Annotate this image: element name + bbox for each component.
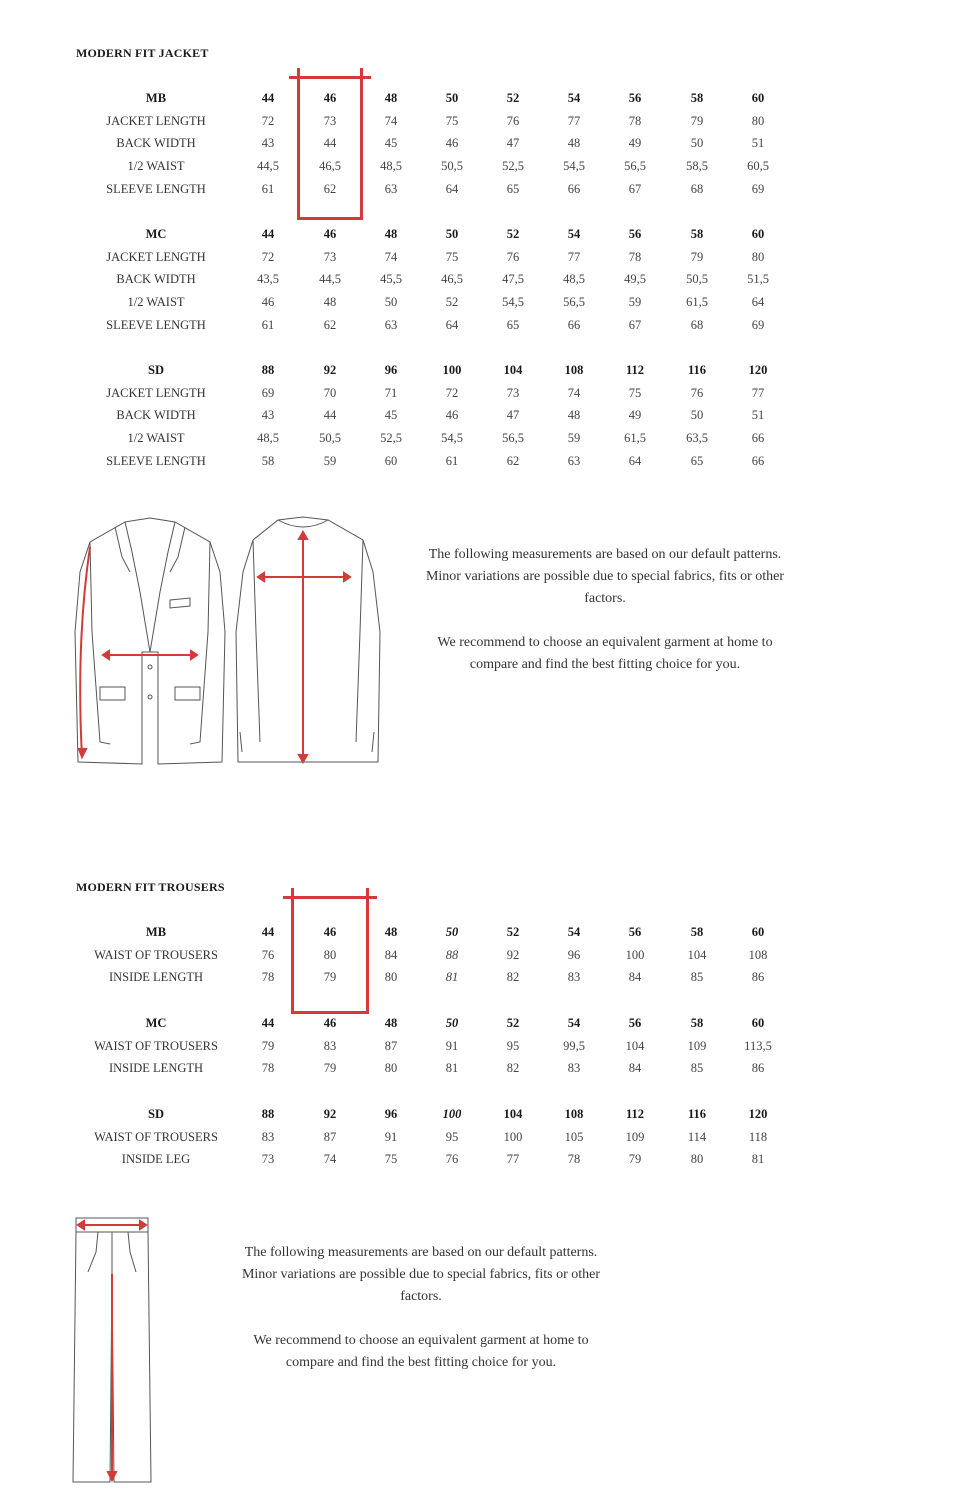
measurement-cell: 47 — [506, 408, 520, 423]
measurement-cell: 118 — [748, 1129, 768, 1144]
measurement-cell: 71 — [384, 385, 398, 400]
measurement-cell: 81 — [445, 1061, 459, 1076]
measurement-cell: 79 — [323, 1061, 337, 1076]
table-row — [0, 454, 960, 474]
jacket-highlight-tick — [297, 68, 300, 82]
measurement-cell: 78 — [628, 113, 642, 128]
size-header-cell: 54 — [567, 1016, 581, 1030]
fit-label: SD — [148, 363, 164, 377]
measurement-cell: 50 — [690, 408, 704, 423]
fit-label: MC — [145, 1016, 167, 1030]
measurement-cell: 51 — [751, 408, 765, 423]
trousers-size-highlight — [291, 896, 369, 1014]
measurement-cell: 63,5 — [686, 431, 708, 446]
measurement-cell: 48,5 — [257, 431, 279, 446]
measurement-cell: 77 — [567, 113, 581, 128]
size-header-cell: 54 — [567, 91, 581, 105]
table-row — [0, 1061, 960, 1081]
measurement-cell: 45 — [384, 408, 398, 423]
measurement-cell: 54,5 — [441, 431, 463, 446]
trousers-note-paragraph-1: The following measurements are based on our default patterns. Minor variations are possible due to special fabrics, fits or other factors. — [241, 1245, 601, 1304]
measurement-cell: 61,5 — [686, 295, 708, 310]
measurement-label: JACKET LENGTH — [106, 385, 206, 400]
fit-label: MB — [145, 91, 167, 105]
fit-label: MB — [145, 925, 167, 939]
measurement-cell: 78 — [261, 1061, 275, 1076]
measurement-cell: 68 — [690, 317, 704, 332]
measurement-cell: 73 — [323, 249, 337, 264]
measurement-cell: 61,5 — [624, 431, 646, 446]
jacket-size-highlight — [297, 76, 363, 220]
size-header-cell: 56 — [628, 1016, 642, 1030]
trousers-section-title: MODERN FIT TROUSERS — [76, 880, 225, 894]
measurement-cell: 48 — [323, 295, 337, 310]
measurement-cell: 48 — [567, 136, 581, 151]
measurement-label: SLEEVE LENGTH — [106, 453, 206, 468]
measurement-cell: 73 — [323, 113, 337, 128]
measurement-cell: 75 — [445, 113, 459, 128]
measurement-cell: 80 — [384, 970, 398, 985]
measurement-cell: 68 — [690, 181, 704, 196]
size-header-cell: 46 — [323, 1016, 337, 1030]
measurement-cell: 52,5 — [502, 159, 524, 174]
measurement-cell: 74 — [323, 1152, 337, 1167]
measurement-cell: 74 — [567, 385, 581, 400]
measurement-cell: 44,5 — [319, 272, 341, 287]
measurement-cell: 76 — [506, 113, 520, 128]
size-header-cell: 58 — [690, 925, 704, 939]
measurement-cell: 48 — [567, 408, 581, 423]
size-header-cell: 46 — [323, 227, 337, 241]
measurement-cell: 58,5 — [686, 159, 708, 174]
size-header-cell: 120 — [748, 363, 768, 377]
measurement-cell: 86 — [751, 970, 765, 985]
size-header-cell: 48 — [384, 91, 398, 105]
measurement-cell: 50,5 — [441, 159, 463, 174]
size-header-cell: 108 — [564, 363, 584, 377]
size-header-cell: 96 — [384, 363, 398, 377]
measurement-cell: 61 — [261, 317, 275, 332]
measurement-cell: 64 — [445, 317, 459, 332]
trousers-drawing — [68, 1212, 158, 1492]
measurement-cell: 69 — [261, 385, 275, 400]
measurement-cell: 81 — [751, 1152, 765, 1167]
size-header-cell: 88 — [261, 1107, 275, 1121]
measurement-label: INSIDE LENGTH — [108, 970, 204, 985]
measurement-cell: 87 — [323, 1129, 337, 1144]
measurement-cell: 86 — [751, 1061, 765, 1076]
measurement-cell: 45,5 — [380, 272, 402, 287]
measurement-cell: 45 — [384, 136, 398, 151]
measurement-cell: 62 — [506, 453, 520, 468]
table-row — [0, 182, 960, 202]
measurement-cell: 56,5 — [563, 295, 585, 310]
size-header-cell: 44 — [261, 925, 275, 939]
jacket-back-drawing — [228, 512, 388, 772]
size-header-cell: 56 — [628, 925, 642, 939]
measurement-label: SLEEVE LENGTH — [106, 181, 206, 196]
measurement-cell: 56,5 — [502, 431, 524, 446]
measurement-cell: 49,5 — [624, 272, 646, 287]
measurement-cell: 52,5 — [380, 431, 402, 446]
measurement-cell: 64 — [751, 295, 765, 310]
measurement-cell: 80 — [384, 1061, 398, 1076]
measurement-label: 1/2 WAIST — [127, 431, 185, 446]
measurement-cell: 63 — [384, 181, 398, 196]
measurement-cell: 96 — [567, 947, 581, 962]
jacket-front-drawing — [70, 512, 230, 772]
table-row — [0, 318, 960, 338]
size-header-cell: 96 — [384, 1107, 398, 1121]
measurement-cell: 72 — [261, 249, 275, 264]
measurement-label: 1/2 WAIST — [127, 295, 185, 310]
size-header-cell: 48 — [384, 925, 398, 939]
table-row — [0, 386, 960, 406]
size-header-row — [0, 925, 960, 945]
table-row — [0, 1152, 960, 1172]
measurement-cell: 51,5 — [747, 272, 769, 287]
measurement-cell: 95 — [445, 1129, 459, 1144]
measurement-cell: 69 — [751, 181, 765, 196]
size-header-cell: 52 — [506, 925, 520, 939]
trousers-highlight-tick — [291, 888, 294, 902]
measurement-cell: 70 — [323, 385, 337, 400]
measurement-label: JACKET LENGTH — [106, 249, 206, 264]
measurement-cell: 69 — [751, 317, 765, 332]
size-header-cell: 50 — [445, 227, 459, 241]
measurement-cell: 48,5 — [380, 159, 402, 174]
measurement-cell: 83 — [323, 1038, 337, 1053]
measurement-cell: 78 — [261, 970, 275, 985]
measurement-label: WAIST OF TROUSERS — [94, 947, 218, 962]
measurement-cell: 46 — [261, 295, 275, 310]
measurement-cell: 85 — [690, 1061, 704, 1076]
measurement-cell: 77 — [751, 385, 765, 400]
size-header-cell: 58 — [690, 227, 704, 241]
measurement-cell: 84 — [628, 1061, 642, 1076]
measurement-cell: 109 — [687, 1038, 707, 1053]
measurement-label: BACK WIDTH — [116, 136, 196, 151]
measurement-label: INSIDE LENGTH — [108, 1061, 204, 1076]
size-header-cell: 116 — [687, 363, 707, 377]
measurement-cell: 75 — [445, 249, 459, 264]
measurement-cell: 50 — [690, 136, 704, 151]
measurement-cell: 99,5 — [563, 1038, 585, 1053]
size-header-row — [0, 1107, 960, 1127]
measurement-cell: 50 — [384, 295, 398, 310]
jacket-note-paragraph-2: We recommend to choose an equivalent garment at home to compare and find the best fitting choice for you. — [437, 635, 773, 672]
measurement-cell: 50,5 — [319, 431, 341, 446]
size-header-cell: 48 — [384, 227, 398, 241]
size-header-cell: 60 — [751, 925, 765, 939]
size-header-cell: 60 — [751, 227, 765, 241]
table-row — [0, 408, 960, 428]
measurement-label: WAIST OF TROUSERS — [94, 1038, 218, 1053]
measurement-cell: 49 — [628, 136, 642, 151]
table-row — [0, 431, 960, 451]
measurement-cell: 54,5 — [502, 295, 524, 310]
size-header-cell: 92 — [323, 363, 337, 377]
measurement-cell: 60,5 — [747, 159, 769, 174]
measurement-cell: 78 — [628, 249, 642, 264]
measurement-cell: 50,5 — [686, 272, 708, 287]
measurement-cell: 58 — [261, 453, 275, 468]
size-header-cell: 58 — [690, 1016, 704, 1030]
measurement-cell: 87 — [384, 1038, 398, 1053]
table-row — [0, 136, 960, 156]
measurement-cell: 78 — [567, 1152, 581, 1167]
measurement-cell: 46 — [445, 408, 459, 423]
measurement-cell: 66 — [751, 431, 765, 446]
table-row — [0, 1130, 960, 1150]
measurement-cell: 114 — [687, 1129, 707, 1144]
size-header-cell: 44 — [261, 1016, 275, 1030]
measurement-cell: 76 — [506, 249, 520, 264]
table-row — [0, 250, 960, 270]
size-header-cell: 56 — [628, 91, 642, 105]
size-header-cell: 52 — [506, 91, 520, 105]
measurement-cell: 74 — [384, 249, 398, 264]
measurement-cell: 63 — [567, 453, 581, 468]
measurement-cell: 88 — [445, 947, 459, 962]
measurement-cell: 44 — [323, 408, 337, 423]
size-header-cell: 60 — [751, 1016, 765, 1030]
measurement-cell: 79 — [690, 113, 704, 128]
measurement-cell: 83 — [567, 1061, 581, 1076]
size-header-cell: 104 — [503, 1107, 523, 1121]
trousers-measurement-note — [236, 1242, 606, 1396]
jacket-measurement-note — [420, 544, 790, 698]
size-header-cell: 54 — [567, 227, 581, 241]
measurement-cell: 67 — [628, 181, 642, 196]
measurement-cell: 59 — [323, 453, 337, 468]
measurement-cell: 43,5 — [257, 272, 279, 287]
measurement-cell: 84 — [628, 970, 642, 985]
measurement-cell: 95 — [506, 1038, 520, 1053]
measurement-cell: 79 — [323, 970, 337, 985]
measurement-cell: 74 — [384, 113, 398, 128]
measurement-cell: 59 — [628, 295, 642, 310]
measurement-cell: 100 — [625, 947, 645, 962]
measurement-cell: 49 — [628, 408, 642, 423]
measurement-cell: 77 — [567, 249, 581, 264]
size-header-cell: 52 — [506, 1016, 520, 1030]
table-row — [0, 948, 960, 968]
measurement-cell: 100 — [503, 1129, 523, 1144]
measurement-cell: 75 — [628, 385, 642, 400]
measurement-cell: 62 — [323, 317, 337, 332]
size-header-cell: 50 — [445, 91, 459, 105]
measurement-cell: 72 — [261, 113, 275, 128]
size-header-cell: 100 — [442, 363, 462, 377]
measurement-cell: 62 — [323, 181, 337, 196]
measurement-cell: 63 — [384, 317, 398, 332]
measurement-cell: 47,5 — [502, 272, 524, 287]
measurement-cell: 83 — [261, 1129, 275, 1144]
measurement-cell: 80 — [751, 113, 765, 128]
measurement-cell: 104 — [625, 1038, 645, 1053]
measurement-cell: 54,5 — [563, 159, 585, 174]
measurement-cell: 60 — [384, 453, 398, 468]
measurement-cell: 46 — [445, 136, 459, 151]
table-row — [0, 114, 960, 134]
jacket-section-title: MODERN FIT JACKET — [76, 46, 209, 60]
measurement-cell: 47 — [506, 136, 520, 151]
measurement-cell: 44,5 — [257, 159, 279, 174]
measurement-cell: 46,5 — [319, 159, 341, 174]
measurement-cell: 109 — [625, 1129, 645, 1144]
size-header-cell: 104 — [503, 363, 523, 377]
size-header-cell: 48 — [384, 1016, 398, 1030]
measurement-cell: 91 — [445, 1038, 459, 1053]
size-header-cell: 100 — [442, 1107, 462, 1121]
size-header-cell: 54 — [567, 925, 581, 939]
measurement-cell: 105 — [564, 1129, 584, 1144]
fit-label: MC — [145, 227, 167, 241]
size-header-row — [0, 91, 960, 111]
size-header-cell: 60 — [751, 91, 765, 105]
measurement-cell: 67 — [628, 317, 642, 332]
size-header-cell: 44 — [261, 91, 275, 105]
measurement-cell: 46,5 — [441, 272, 463, 287]
size-header-cell: 112 — [625, 363, 645, 377]
measurement-cell: 66 — [751, 453, 765, 468]
size-header-row — [0, 227, 960, 247]
measurement-label: INSIDE LEG — [121, 1152, 191, 1167]
measurement-cell: 48,5 — [563, 272, 585, 287]
measurement-cell: 64 — [628, 453, 642, 468]
measurement-label: WAIST OF TROUSERS — [94, 1129, 218, 1144]
measurement-cell: 44 — [323, 136, 337, 151]
measurement-cell: 85 — [690, 970, 704, 985]
measurement-cell: 82 — [506, 1061, 520, 1076]
size-header-cell: 56 — [628, 227, 642, 241]
table-row — [0, 1039, 960, 1059]
measurement-cell: 52 — [445, 295, 459, 310]
measurement-cell: 61 — [445, 453, 459, 468]
measurement-cell: 65 — [506, 317, 520, 332]
measurement-cell: 75 — [384, 1152, 398, 1167]
measurement-label: 1/2 WAIST — [127, 159, 185, 174]
measurement-cell: 108 — [748, 947, 768, 962]
measurement-cell: 84 — [384, 947, 398, 962]
measurement-cell: 91 — [384, 1129, 398, 1144]
measurement-cell: 82 — [506, 970, 520, 985]
measurement-cell: 92 — [506, 947, 520, 962]
measurement-cell: 65 — [690, 453, 704, 468]
measurement-cell: 104 — [687, 947, 707, 962]
table-row — [0, 295, 960, 315]
size-header-cell: 50 — [445, 925, 459, 939]
measurement-cell: 77 — [506, 1152, 520, 1167]
measurement-cell: 51 — [751, 136, 765, 151]
measurement-cell: 64 — [445, 181, 459, 196]
measurement-label: BACK WIDTH — [116, 408, 196, 423]
jacket-highlight-tick — [289, 76, 371, 79]
size-header-cell: 120 — [748, 1107, 768, 1121]
jacket-highlight-tick — [360, 68, 363, 82]
measurement-cell: 73 — [261, 1152, 275, 1167]
measurement-cell: 76 — [261, 947, 275, 962]
measurement-cell: 43 — [261, 408, 275, 423]
measurement-label: BACK WIDTH — [116, 272, 196, 287]
measurement-cell: 56,5 — [624, 159, 646, 174]
trousers-note-paragraph-2: We recommend to choose an equivalent garment at home to compare and find the best fitting choice for you. — [253, 1333, 589, 1370]
size-header-cell: 58 — [690, 91, 704, 105]
measurement-label: SLEEVE LENGTH — [106, 317, 206, 332]
measurement-cell: 73 — [506, 385, 520, 400]
measurement-cell: 79 — [690, 249, 704, 264]
measurement-cell: 80 — [751, 249, 765, 264]
size-header-cell: 108 — [564, 1107, 584, 1121]
measurement-cell: 72 — [445, 385, 459, 400]
measurement-cell: 66 — [567, 181, 581, 196]
size-header-cell: 46 — [323, 925, 337, 939]
measurement-cell: 81 — [445, 970, 459, 985]
trousers-highlight-tick — [366, 888, 369, 902]
table-row — [0, 970, 960, 990]
measurement-cell: 113,5 — [744, 1038, 772, 1053]
size-header-cell: 46 — [323, 91, 337, 105]
measurement-cell: 66 — [567, 317, 581, 332]
size-header-cell: 88 — [261, 363, 275, 377]
size-header-cell: 112 — [625, 1107, 645, 1121]
measurement-cell: 79 — [628, 1152, 642, 1167]
size-header-cell: 52 — [506, 227, 520, 241]
measurement-cell: 76 — [690, 385, 704, 400]
size-header-row — [0, 363, 960, 383]
jacket-note-paragraph-1: The following measurements are based on our default patterns. Minor variations are possible due to special fabrics, fits or other factors. — [425, 547, 785, 606]
measurement-cell: 43 — [261, 136, 275, 151]
measurement-cell: 59 — [567, 431, 581, 446]
measurement-cell: 79 — [261, 1038, 275, 1053]
trousers-highlight-tick — [283, 896, 377, 899]
measurement-cell: 83 — [567, 970, 581, 985]
measurement-cell: 80 — [690, 1152, 704, 1167]
measurement-label: JACKET LENGTH — [106, 113, 206, 128]
table-row — [0, 159, 960, 179]
size-header-cell: 44 — [261, 227, 275, 241]
size-header-cell: 116 — [687, 1107, 707, 1121]
size-header-row — [0, 1016, 960, 1036]
table-row — [0, 272, 960, 292]
size-header-cell: 50 — [445, 1016, 459, 1030]
measurement-cell: 65 — [506, 181, 520, 196]
size-header-cell: 92 — [323, 1107, 337, 1121]
fit-label: SD — [148, 1107, 164, 1121]
measurement-cell: 61 — [261, 181, 275, 196]
measurement-cell: 76 — [445, 1152, 459, 1167]
measurement-cell: 80 — [323, 947, 337, 962]
